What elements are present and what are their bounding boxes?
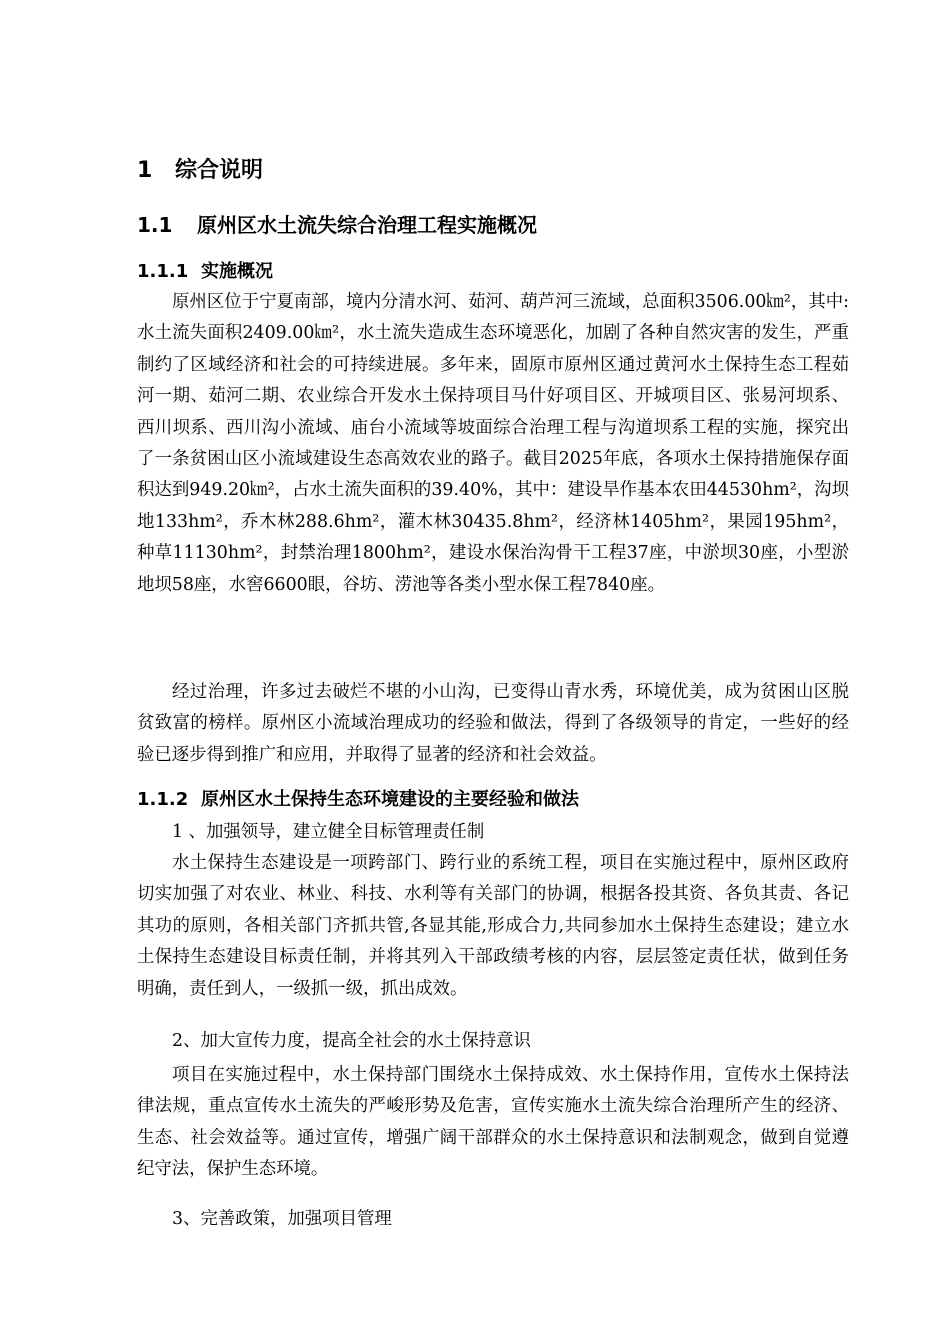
subsection-heading-1-1-1	[137, 259, 273, 285]
section-heading	[137, 211, 537, 239]
paragraph-publicity: 项目在实施过程中，水土保持部门围绕水土保持成效、水土保持作用，宣传水土保持法律法规，重点宣传水土流失的严峻形势及危害，宣传实施水土流失综合治理所产生的经济、生态、社会效益等。通过宣传，增强广阔干部群众的水土保持意识和法制观念，做到自觉遵纪守法，保护生态环境。	[137, 1065, 849, 1180]
paragraph-results: 经过治理，许多过去破烂不堪的小山沟，已变得山青水秀，环境优美，成为贫困山区脱贫致富的榜样。原州区小流域治理成功的经验和做法，得到了各级领导的肯定，一些好的经验已逐步得到推广和应用，并取得了显著的经济和社会效益。	[137, 682, 849, 765]
chapter-heading	[137, 156, 263, 186]
paragraph-overview: 原州区位于宁夏南部，境内分清水河、茹河、葫芦河三流域，总面积3506.00㎞²，其中:水土流失面积2409.00㎞²，水土流失造成生态环境恶化，加剧了各种自然灾害的发生，严重制约了区域经济和社会的可持续进展。多年来，固原市原州区通过黄河水土保持生态工程茹河一期、茹河二期、农业综合开发水土保持项目马什好项目区、开城项目区、张易河坝系、西川坝系、西川沟小流域、庙台小流域等坡面综合治理工程与沟道坝系工程的实施，探究出了一条贫困山区小流域建设生态高效农业的路子。截目2025年底，各项水土保持措施保存面积达到949.20㎞²，占水土流失面积的39.40%，其中：建设旱作基本农田44530hm²，沟坝地133hm²，乔木林288.6hm²，灌木林30435.8hm²，经济林1405hm²，果园195hm²，种草11130hm²，封禁治理1800hm²，建设水保治沟骨干工程37座，中淤坝30座，小型淤地坝58座，水窖6600眼，谷坊、涝池等各类小型水保工程7840座。	[137, 292, 849, 595]
section-title: 原州区水土流失综合治理工程实施概况	[197, 213, 537, 237]
subsection-number: 1.1.2	[137, 789, 189, 810]
list-item-2: 2、加大宣传力度，提高全社会的水土保持意识	[172, 1031, 531, 1051]
chapter-title: 综合说明	[175, 158, 264, 183]
list-item-1: 1 、加强领导，建立健全目标管理责任制	[172, 822, 485, 842]
chapter-number: 1	[137, 158, 153, 183]
subsection-number: 1.1.1	[137, 261, 189, 282]
list-item-3: 3、完善政策，加强项目管理	[172, 1209, 392, 1229]
subsection-title: 实施概况	[201, 261, 273, 282]
subsection-heading-1-1-2	[137, 787, 579, 813]
paragraph-leadership: 水土保持生态建设是一项跨部门、跨行业的系统工程，项目在实施过程中，原州区政府切实加强了对农业、林业、科技、水利等有关部门的协调，根据各投其资、各负其责、各记其功的原则，各相关部门齐抓共管,各显其能,形成合力,共同参加水土保持生态建设；建立水土保持生态建设目标责任制，并将其列入干部政绩考核的内容，层层签定责任状，做到任务明确，责任到人，一级抓一级，抓出成效。	[137, 853, 849, 999]
section-number: 1.1	[137, 213, 173, 237]
subsection-title: 原州区水土保持生态环境建设的主要经验和做法	[201, 789, 579, 810]
